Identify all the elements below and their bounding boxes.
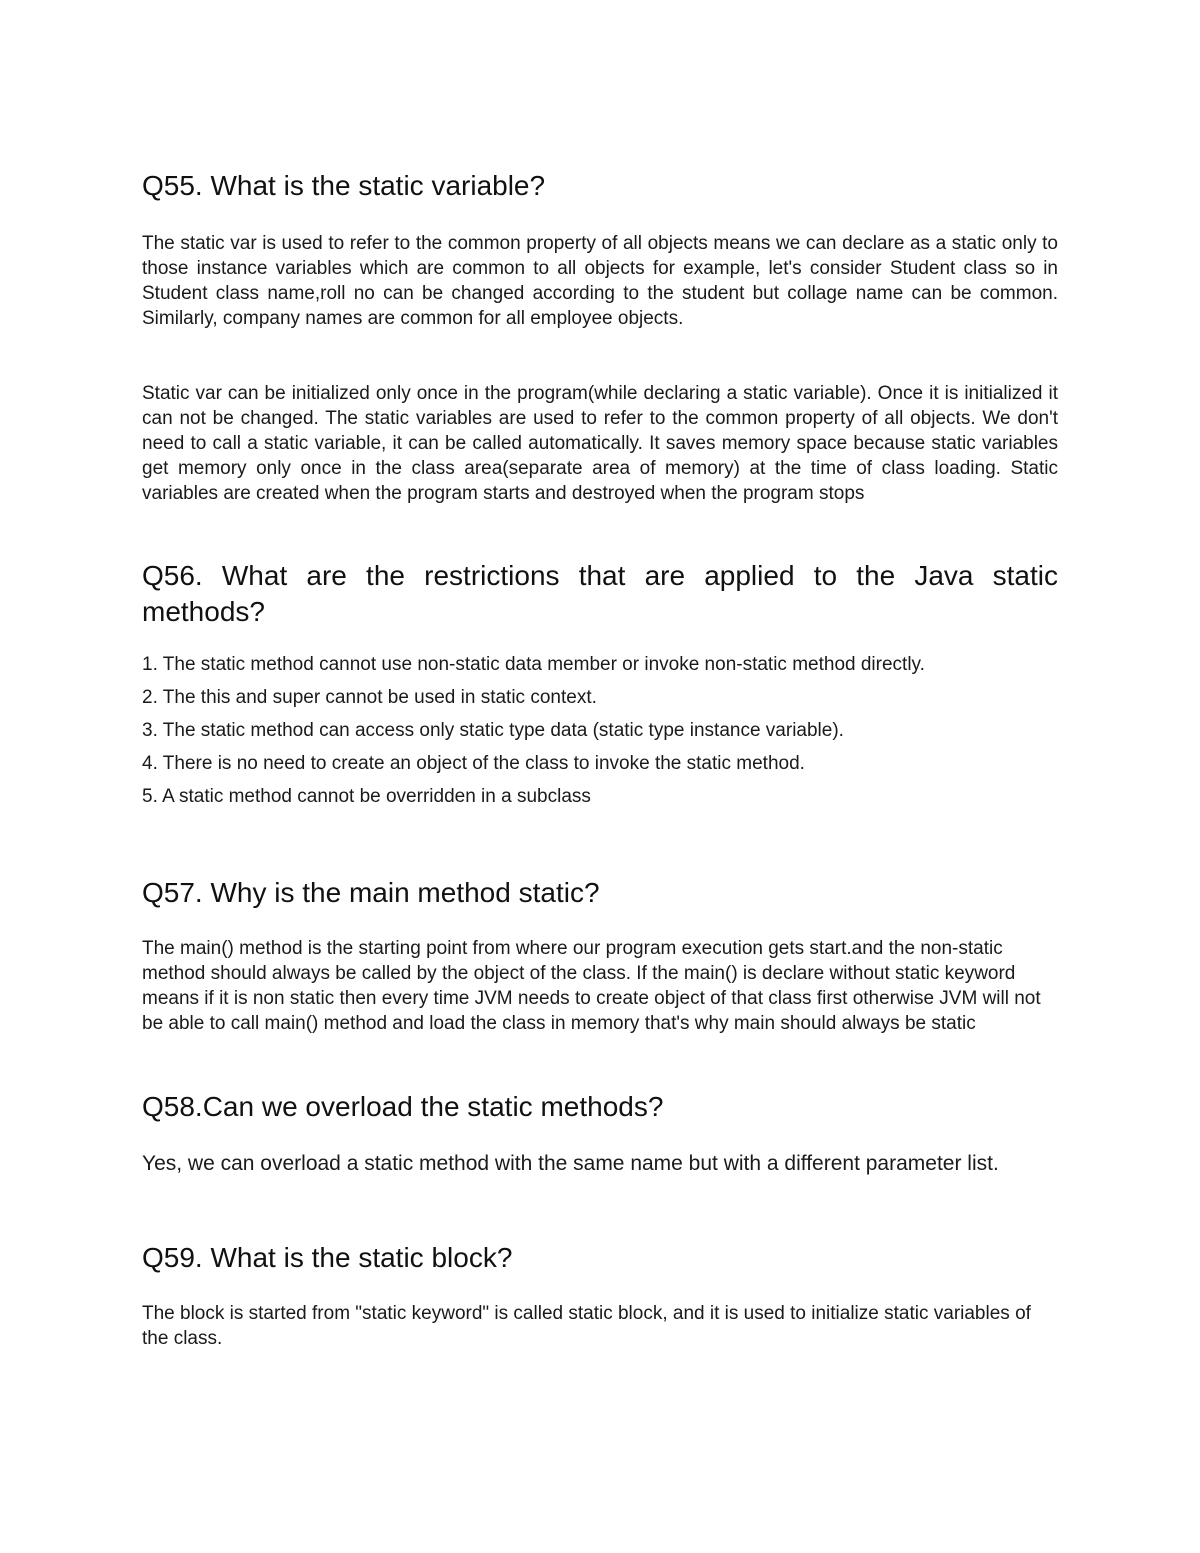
q57-heading: Q57. Why is the main method static? bbox=[142, 877, 600, 908]
q56-restrictions-list bbox=[142, 652, 925, 817]
list-item: 1. The static method cannot use non-static data member or invoke non-static method directly. bbox=[142, 654, 925, 675]
q59-heading: Q59. What is the static block? bbox=[142, 1242, 513, 1273]
q57-paragraph-1: The main() method is the starting point from where our program execution gets start.and the non-static method should always be called by the object of the class. If the main() is declare without static keyword means if it is non static then every time JVM needs to create object of that class first otherwise JVM will not be able to call main() method and load the class in memory that's why main should always be static bbox=[142, 938, 1041, 1034]
q59-paragraph-1: The block is started from "static keyword" is called static block, and it is used to initialize static variables of the class. bbox=[142, 1303, 1031, 1349]
q58-heading: Q58.Can we overload the static methods? bbox=[142, 1091, 664, 1122]
list-item: 4. There is no need to create an object of the class to invoke the static method. bbox=[142, 753, 805, 774]
list-item: 2. The this and super cannot be used in static context. bbox=[142, 687, 597, 708]
q56-heading: Q56. What are the restrictions that are applied to the Java static methods? bbox=[142, 560, 1058, 627]
q55-paragraph-2: Static var can be initialized only once in the program(while declaring a static variable). Once it is initialized it can not be changed. The static variables are used to refer to the common property of all objects. We don't need to call a static variable, it can be called automatically. It saves memory space because static variables get memory only once in the class area(separate area of memory) at the time of class loading. Static variables are created when the program starts and destroyed when the program stops bbox=[142, 383, 1058, 504]
q55-heading: Q55. What is the static variable? bbox=[142, 170, 546, 201]
list-item: 5. A static method cannot be overridden in a subclass bbox=[142, 786, 591, 807]
q55-paragraph-1: The static var is used to refer to the common property of all objects means we can declare as a static only to those instance variables which are common to all objects for example, let's consider Student class so in Student class name,roll no can be changed according to the student but collage name can be common. Similarly, company names are common for all employee objects. bbox=[142, 233, 1058, 329]
list-item: 3. The static method can access only static type data (static type instance variable). bbox=[142, 720, 844, 741]
q58-paragraph-1: Yes, we can overload a static method with the same name but with a different parameter list. bbox=[142, 1152, 999, 1175]
